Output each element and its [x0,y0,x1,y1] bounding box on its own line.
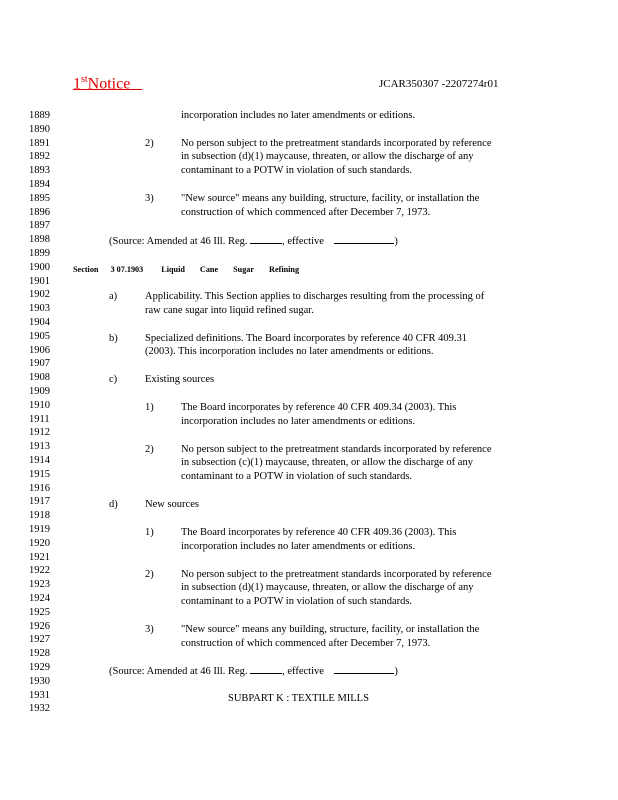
line-number: 1918 [29,510,50,522]
text-line: Specialized definitions. The Board incorporates by reference 40 CFR 409.31 [145,333,468,344]
line-number: 1899 [29,248,50,259]
line-number: 1921 [29,551,50,563]
line-number: 1913 [29,441,50,453]
text-line: raw cane sugar into liquid refined sugar. [145,305,314,316]
line-number: 1898 [29,234,50,246]
text-line: "New source" means any building, structure, facility, or installation the [181,624,480,635]
line-number: 1909 [29,386,50,397]
line-number: 1904 [29,317,50,328]
line-number: 1897 [29,220,50,232]
text-line: New sources [145,499,199,510]
line-number: 1901 [29,275,50,287]
line-number: 1890 [29,123,50,135]
text-line: The Board incorporates by reference 40 CFR 409.34 (2003). This [181,402,457,413]
item-letter: c) [109,374,118,385]
text-line: construction of which commenced after December 7, 1973. [181,638,431,649]
line-number: 1915 [29,468,50,480]
text-line: No person subject to the pretreatment standards incorporated by reference [181,444,492,455]
line-number: 1892 [29,151,50,163]
text-line: (2003). This incorporation includes no later amendments or editions. [145,346,434,357]
item-number: 3) [145,624,154,635]
text-line: incorporation includes no later amendments or editions. [181,416,416,427]
item-letter: d) [109,499,118,510]
line-number: 1924 [29,593,50,604]
line-number: 1917 [29,496,50,508]
line-number: 1903 [29,303,50,315]
line-number: 1914 [29,455,50,466]
line-number: 1916 [29,482,50,494]
item-number: 2) [145,569,154,580]
line-number: 1889 [29,110,50,121]
line-number: 1928 [29,648,50,660]
line-number: 1895 [29,192,50,204]
line-number: 1907 [29,358,50,370]
line-number: 1900 [29,261,50,273]
item-number: 2) [145,138,154,149]
line-number: 1927 [29,634,50,646]
item-number: 3) [145,193,154,204]
text-line: Existing sources [145,374,215,385]
text-line: contaminant to a POTW in violation of such standards. [181,165,413,176]
text-line: construction of which commenced after December 7, 1973. [181,207,431,218]
line-number: 1923 [29,579,50,591]
text-line: The Board incorporates by reference 40 CFR 409.36 (2003). This [181,527,457,538]
text-line: contaminant to a POTW in violation of such standards. [181,596,413,607]
line-number: 1910 [29,399,50,411]
line-number: 1896 [29,206,50,218]
line-number: 1906 [29,344,50,356]
line-number: 1930 [29,675,50,687]
source-note: (Source: Amended at 46 Ill. Reg. , effective ) [109,236,398,247]
item-number: 1) [145,527,154,538]
source-note: (Source: Amended at 46 Ill. Reg. , effective ) [109,666,398,677]
line-number: 1908 [29,372,50,384]
section-heading: Section 3 07.1903 Liquid Cane Sugar Refining [73,265,300,274]
line-number: 1929 [29,662,50,673]
line-number: 1911 [29,413,50,425]
item-letter: a) [109,291,118,302]
line-number: 1926 [29,620,50,632]
line-number: 1925 [29,606,50,618]
line-number: 1932 [29,703,50,715]
line-number: 1893 [29,165,50,177]
text-line: Applicability. This Section applies to discharges resulting from the processing of [145,291,485,302]
line-number: 1891 [29,137,50,149]
line-number: 1922 [29,565,50,577]
text-line: No person subject to the pretreatment standards incorporated by reference [181,569,492,580]
subpart-heading: SUBPART K : TEXTILE MILLS [228,693,369,704]
line-number: 1905 [29,330,50,342]
line-number: 1919 [29,524,50,535]
item-number: 1) [145,402,154,413]
text-line: contaminant to a POTW in violation of such standards. [181,471,413,482]
text-line: in subsection (d)(1) maycause, threaten, or allow the discharge of any [181,582,474,593]
line-number: 1894 [29,179,50,190]
line-number: 1902 [29,289,50,301]
text-line: No person subject to the pretreatment standards incorporated by reference [181,138,492,149]
text-line: in subsection (d)(1) maycause, threaten, or allow the discharge of any [181,151,474,162]
text-line: in subsection (c)(1) maycause, threaten, or allow the discharge of any [181,457,473,468]
item-letter: b) [109,333,118,344]
line-number: 1931 [29,689,50,701]
line-number: 1920 [29,537,50,549]
document-id: JCAR350307 -2207274r01 [379,78,499,90]
text-line: incorporation includes no later amendments or editions. [181,541,416,552]
text-line: "New source" means any building, structure, facility, or installation the [181,193,480,204]
notice-heading: 1stNotice [73,74,131,93]
text-line: incorporation includes no later amendments or editions. [181,110,416,121]
item-number: 2) [145,444,154,455]
line-number: 1912 [29,427,50,439]
